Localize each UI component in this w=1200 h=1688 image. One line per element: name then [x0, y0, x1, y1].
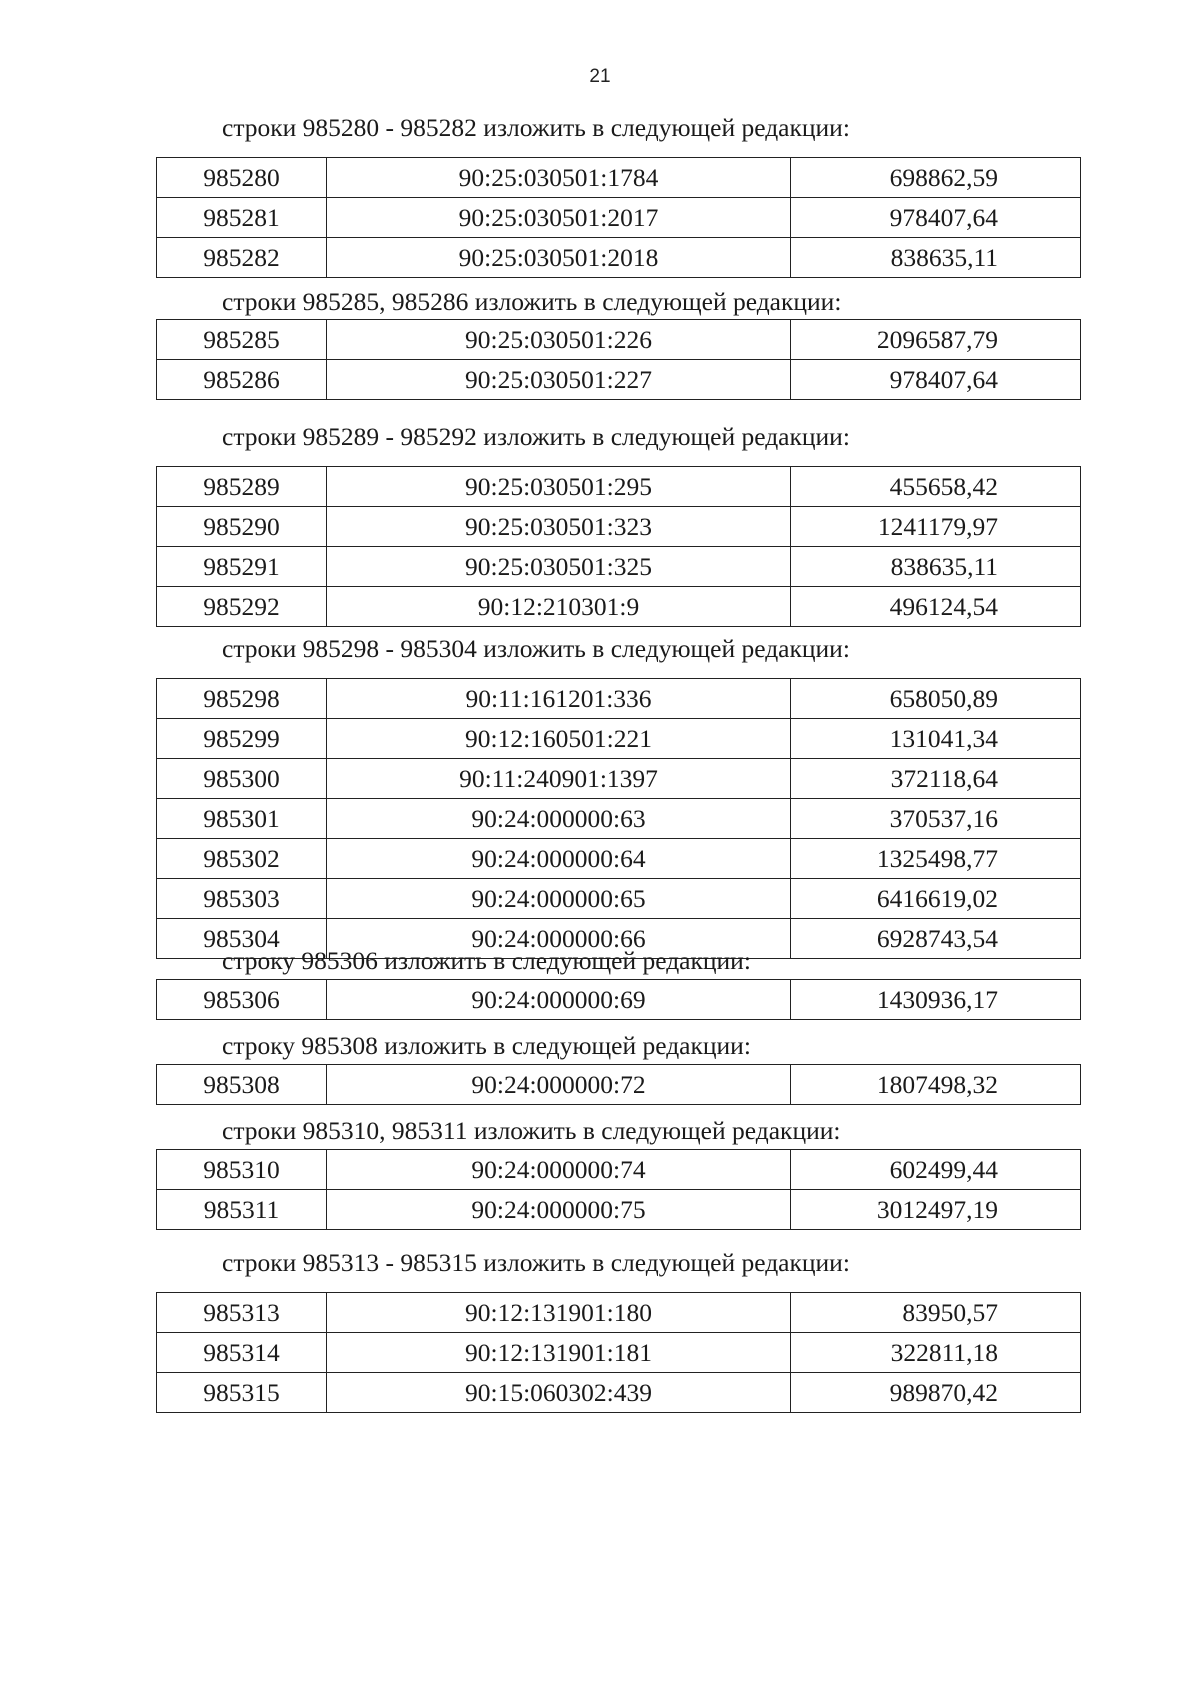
row-number-cell: 985313	[157, 1293, 327, 1333]
value-cell: 978407,64	[791, 198, 1081, 238]
cadastral-number-cell: 90:15:060302:439	[327, 1373, 791, 1413]
cadastral-number-cell: 90:25:030501:227	[327, 360, 791, 400]
cadastral-number-cell: 90:24:000000:63	[327, 799, 791, 839]
row-number-cell: 985306	[157, 980, 327, 1020]
row-number-cell: 985310	[157, 1150, 327, 1190]
section-heading: строки 985289 - 985292 изложить в следующей редакции:	[222, 422, 850, 451]
table-row	[157, 759, 1081, 799]
amendment-table	[156, 1149, 1081, 1230]
section-heading: строки 985310, 985311 изложить в следующей редакции:	[222, 1116, 841, 1145]
row-number-cell: 985308	[157, 1065, 327, 1105]
table-row	[157, 320, 1081, 360]
amendment-table	[156, 1292, 1081, 1413]
value-cell: 602499,44	[791, 1150, 1081, 1190]
value-cell: 1325498,77	[791, 839, 1081, 879]
table-row	[157, 980, 1081, 1020]
table-row	[157, 467, 1081, 507]
cadastral-number-cell: 90:25:030501:1784	[327, 158, 791, 198]
value-cell: 370537,16	[791, 799, 1081, 839]
value-cell: 658050,89	[791, 679, 1081, 719]
value-cell: 838635,11	[791, 238, 1081, 278]
table-row	[157, 1190, 1081, 1230]
cadastral-number-cell: 90:12:131901:180	[327, 1293, 791, 1333]
value-cell: 1430936,17	[791, 980, 1081, 1020]
row-number-cell: 985280	[157, 158, 327, 198]
row-number-cell: 985281	[157, 198, 327, 238]
cadastral-number-cell: 90:25:030501:323	[327, 507, 791, 547]
table-row	[157, 587, 1081, 627]
table-row	[157, 839, 1081, 879]
value-cell: 989870,42	[791, 1373, 1081, 1413]
page-number: 21	[589, 66, 611, 87]
amendment-table	[156, 157, 1081, 278]
value-cell: 978407,64	[791, 360, 1081, 400]
table-row	[157, 1373, 1081, 1413]
value-cell: 83950,57	[791, 1293, 1081, 1333]
section-heading: строки 985313 - 985315 изложить в следующей редакции:	[222, 1248, 850, 1277]
value-cell: 6928743,54	[791, 919, 1081, 959]
cadastral-number-cell: 90:24:000000:72	[327, 1065, 791, 1105]
row-number-cell: 985303	[157, 879, 327, 919]
value-cell: 1241179,97	[791, 507, 1081, 547]
row-number-cell: 985285	[157, 320, 327, 360]
section-heading: строки 985298 - 985304 изложить в следующей редакции:	[222, 634, 850, 663]
row-number-cell: 985291	[157, 547, 327, 587]
table-row	[157, 679, 1081, 719]
table-row	[157, 547, 1081, 587]
cadastral-number-cell: 90:25:030501:226	[327, 320, 791, 360]
table-row	[157, 799, 1081, 839]
row-number-cell: 985298	[157, 679, 327, 719]
cadastral-number-cell: 90:25:030501:2018	[327, 238, 791, 278]
value-cell: 455658,42	[791, 467, 1081, 507]
value-cell: 2096587,79	[791, 320, 1081, 360]
table-row	[157, 158, 1081, 198]
cadastral-number-cell: 90:25:030501:325	[327, 547, 791, 587]
row-number-cell: 985289	[157, 467, 327, 507]
table-row	[157, 507, 1081, 547]
cadastral-number-cell: 90:12:210301:9	[327, 587, 791, 627]
amendment-table	[156, 1064, 1081, 1105]
cadastral-number-cell: 90:25:030501:2017	[327, 198, 791, 238]
value-cell: 131041,34	[791, 719, 1081, 759]
cadastral-number-cell: 90:25:030501:295	[327, 467, 791, 507]
table-row	[157, 198, 1081, 238]
cadastral-number-cell: 90:12:160501:221	[327, 719, 791, 759]
cadastral-number-cell: 90:24:000000:75	[327, 1190, 791, 1230]
row-number-cell: 985286	[157, 360, 327, 400]
cadastral-number-cell: 90:12:131901:181	[327, 1333, 791, 1373]
table-row	[157, 1293, 1081, 1333]
row-number-cell: 985315	[157, 1373, 327, 1413]
cadastral-number-cell: 90:11:161201:336	[327, 679, 791, 719]
row-number-cell: 985302	[157, 839, 327, 879]
row-number-cell: 985300	[157, 759, 327, 799]
row-number-cell: 985314	[157, 1333, 327, 1373]
table-row	[157, 1150, 1081, 1190]
row-number-cell: 985290	[157, 507, 327, 547]
value-cell: 1807498,32	[791, 1065, 1081, 1105]
amendment-table	[156, 979, 1081, 1020]
value-cell: 3012497,19	[791, 1190, 1081, 1230]
value-cell: 6416619,02	[791, 879, 1081, 919]
section-heading: строку 985308 изложить в следующей редакции:	[222, 1031, 751, 1060]
section-heading: строки 985280 - 985282 изложить в следующей редакции:	[222, 113, 850, 142]
table-row	[157, 360, 1081, 400]
row-number-cell: 985299	[157, 719, 327, 759]
cadastral-number-cell: 90:24:000000:69	[327, 980, 791, 1020]
table-row	[157, 1333, 1081, 1373]
value-cell: 322811,18	[791, 1333, 1081, 1373]
cadastral-number-cell: 90:24:000000:66	[327, 919, 791, 959]
amendment-table	[156, 466, 1081, 627]
cadastral-number-cell: 90:24:000000:65	[327, 879, 791, 919]
row-number-cell: 985304	[157, 919, 327, 959]
row-number-cell: 985282	[157, 238, 327, 278]
amendment-table	[156, 319, 1081, 400]
value-cell: 372118,64	[791, 759, 1081, 799]
value-cell: 698862,59	[791, 158, 1081, 198]
table-row	[157, 1065, 1081, 1105]
section-heading: строки 985285, 985286 изложить в следующей редакции:	[222, 287, 842, 316]
cadastral-number-cell: 90:11:240901:1397	[327, 759, 791, 799]
row-number-cell: 985292	[157, 587, 327, 627]
amendment-table	[156, 678, 1081, 959]
row-number-cell: 985311	[157, 1190, 327, 1230]
cadastral-number-cell: 90:24:000000:64	[327, 839, 791, 879]
row-number-cell: 985301	[157, 799, 327, 839]
table-row	[157, 238, 1081, 278]
table-row	[157, 879, 1081, 919]
value-cell: 838635,11	[791, 547, 1081, 587]
table-row	[157, 719, 1081, 759]
value-cell: 496124,54	[791, 587, 1081, 627]
cadastral-number-cell: 90:24:000000:74	[327, 1150, 791, 1190]
section-heading: строку 985306 изложить в следующей редакции:	[222, 946, 751, 975]
